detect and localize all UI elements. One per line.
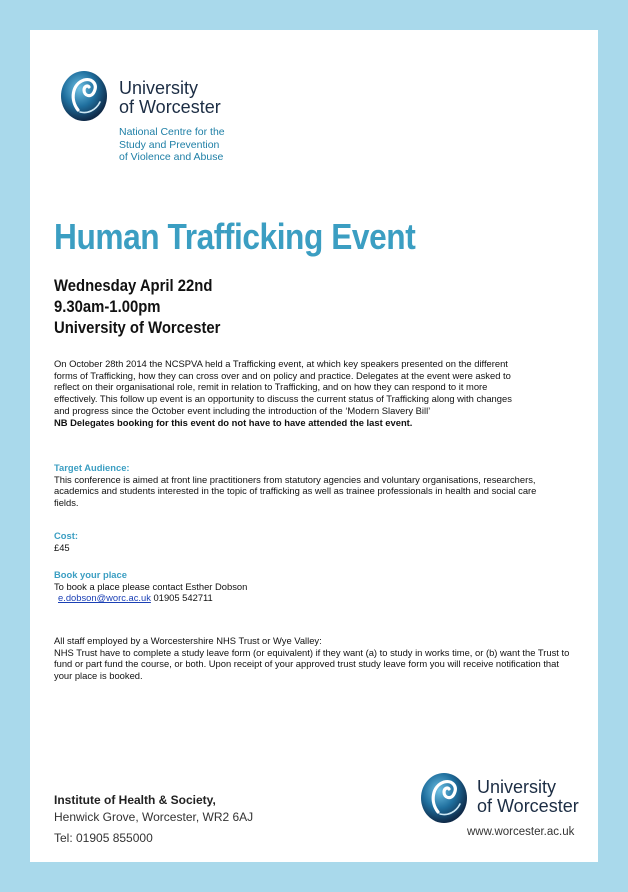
event-venue: University of Worcester bbox=[54, 319, 221, 337]
footer-university-wordmark bbox=[477, 778, 579, 816]
university-crest-icon bbox=[418, 772, 470, 824]
cost-label: Cost: bbox=[54, 530, 78, 541]
footer-address bbox=[54, 792, 253, 847]
university-wordmark bbox=[119, 79, 221, 117]
cost-section bbox=[54, 530, 78, 553]
university-name-line1: University bbox=[119, 78, 199, 98]
intro-line: forms of Trafficking, how they can cross over and on policy and practice. Delegates at the event were asked to bbox=[54, 369, 511, 381]
footer-university-line2: of Worcester bbox=[477, 796, 579, 816]
intro-nb-note: NB Delegates booking for this event do not have to have attended the last event. bbox=[54, 416, 413, 428]
audience-line: fields. bbox=[54, 497, 79, 509]
footer-university-logo bbox=[418, 772, 470, 829]
nhs-line: fund or part fund the course, or both. Upon receipt of your approved trust study leave form you will receive notification that bbox=[54, 658, 559, 670]
intro-line: and progress since the October event including the introduction of the ‘Modern Slavery Bill’ bbox=[54, 404, 431, 416]
footer-university-line1: University bbox=[477, 777, 557, 797]
footer-website[interactable]: www.worcester.ac.uk bbox=[467, 826, 575, 838]
footer-street: Henwick Grove, Worcester, WR2 6AJ bbox=[54, 810, 254, 824]
centre-name-line1: National Centre for the bbox=[119, 126, 225, 138]
audience-line: This conference is aimed at front line practitioners from statutory agencies and voluntary organisations, researchers, bbox=[54, 473, 536, 485]
cost-value: £45 bbox=[54, 541, 70, 553]
university-name-line2: of Worcester bbox=[119, 97, 221, 117]
nhs-line: your place is booked. bbox=[54, 670, 143, 682]
intro-line: effectively. This follow up event is an opportunity to discuss the current status of Trafficking along with changes bbox=[54, 393, 512, 405]
centre-name-line3: of Violence and Abuse bbox=[119, 151, 224, 163]
university-logo bbox=[58, 70, 110, 127]
booking-section bbox=[54, 569, 247, 604]
audience-line: academics and students interested in the topic of trafficking as well as trainee professionals in health and social care bbox=[54, 485, 537, 497]
page-title: Human Trafficking Event bbox=[54, 216, 416, 257]
target-audience-label: Target Audience: bbox=[54, 462, 130, 473]
footer-telephone: Tel: 01905 855000 bbox=[54, 831, 153, 845]
booking-text: To book a place please contact Esther Dobson bbox=[54, 580, 248, 592]
booking-label: Book your place bbox=[54, 569, 127, 580]
event-flyer bbox=[30, 30, 598, 862]
nhs-staff-section bbox=[54, 635, 594, 682]
intro-paragraph bbox=[54, 358, 584, 428]
university-crest-icon bbox=[58, 70, 110, 122]
booking-contact bbox=[54, 592, 247, 604]
event-time: 9.30am-1.00pm bbox=[54, 298, 161, 316]
centre-name-line2: Study and Prevention bbox=[119, 138, 220, 151]
intro-line: On October 28th 2014 the NCSPVA held a Trafficking event, at which key speakers presented on the different bbox=[54, 358, 508, 369]
booking-phone: 01905 542711 bbox=[150, 592, 213, 604]
booking-email-link[interactable]: e.dobson@worc.ac.uk bbox=[58, 592, 151, 604]
intro-line: reflect on their organisational role, remit in relation to Trafficking, and on how they can respond to it more bbox=[54, 381, 488, 393]
nhs-heading: All staff employed by a Worcestershire NHS Trust or Wye Valley: bbox=[54, 635, 322, 646]
target-audience-section bbox=[54, 462, 589, 509]
nhs-line: NHS Trust have to complete a study leave form (or equivalent) if they want (a) to study in works time, or (b) want the Trust to bbox=[54, 646, 570, 658]
centre-name bbox=[119, 126, 225, 164]
footer-institute: Institute of Health & Society, bbox=[54, 793, 216, 807]
event-date: Wednesday April 22nd bbox=[54, 277, 213, 295]
